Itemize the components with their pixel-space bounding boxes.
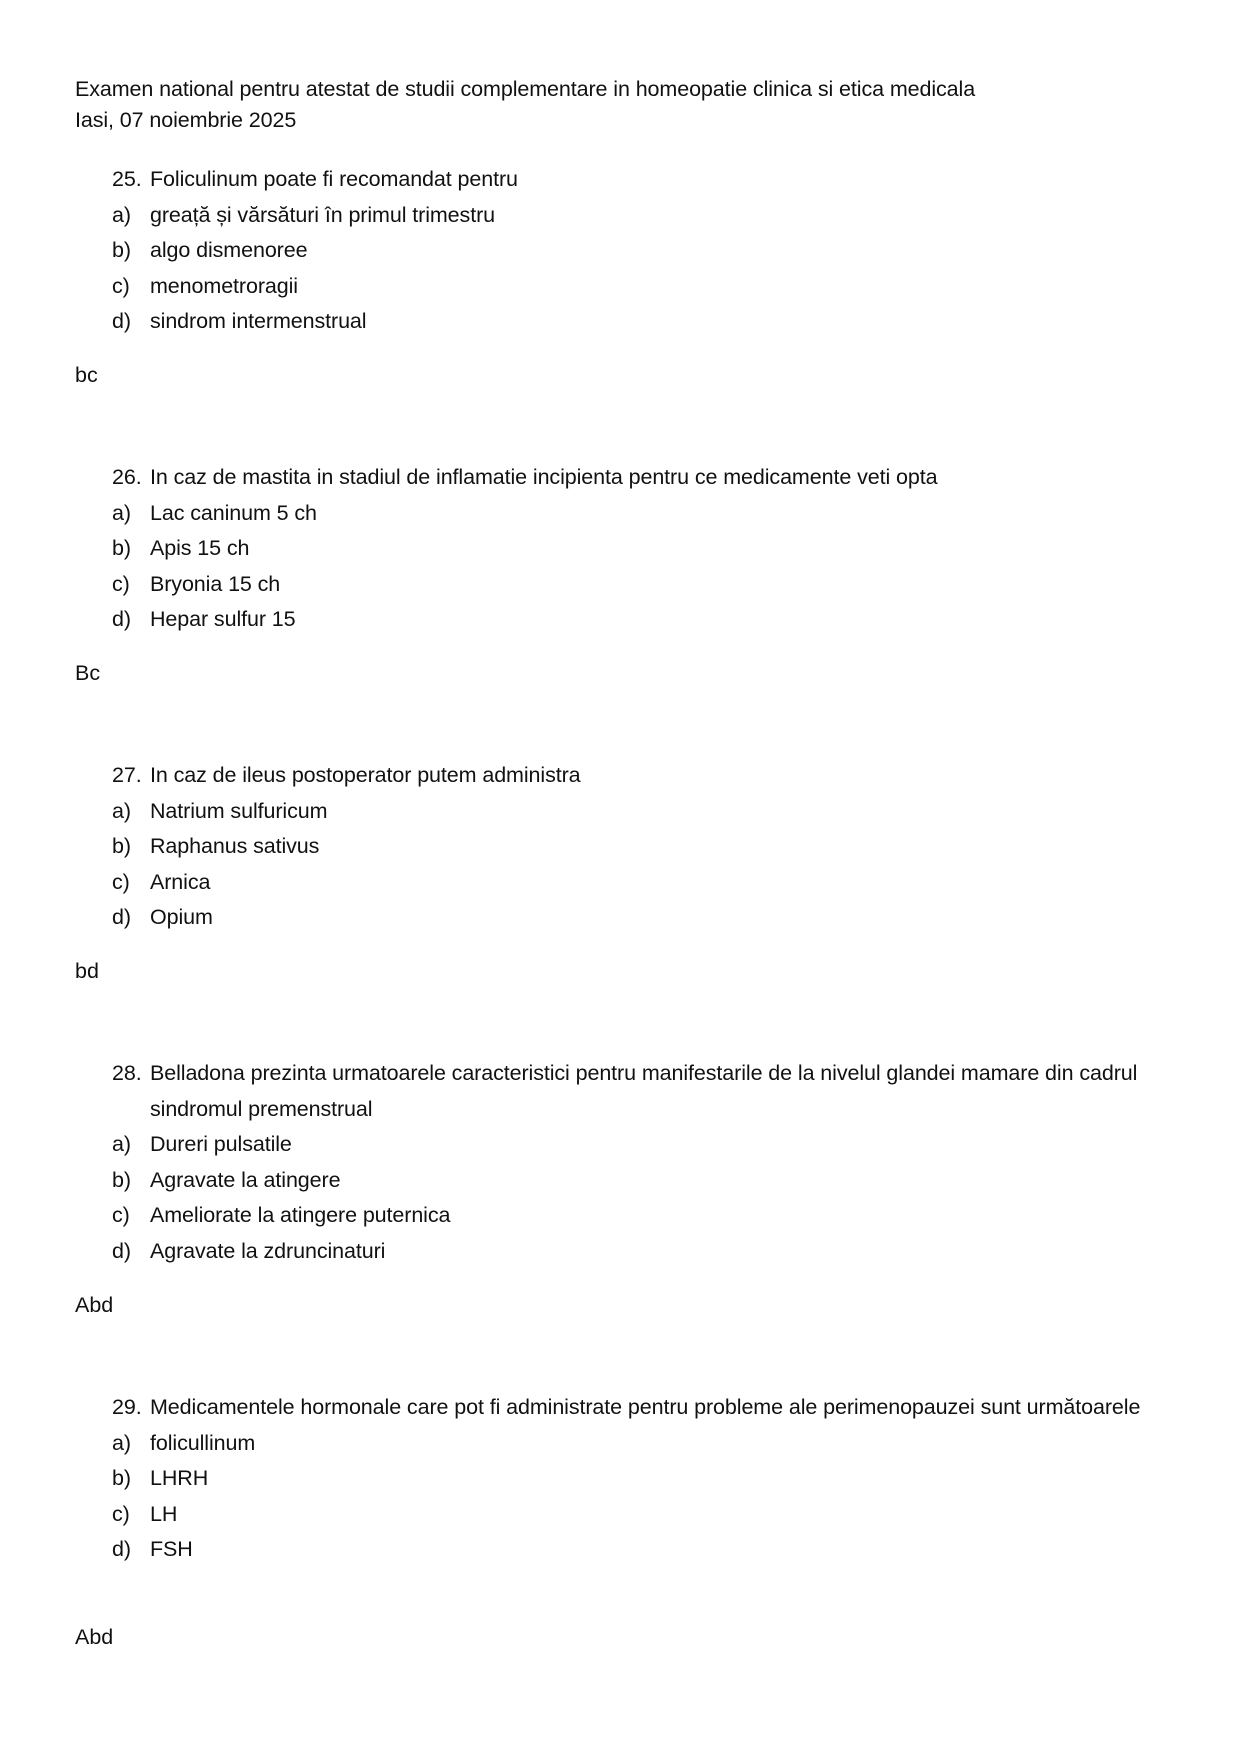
question-27 xyxy=(112,758,1172,936)
option-d xyxy=(112,1532,1172,1568)
option-text: Arnica xyxy=(150,869,211,894)
option-d xyxy=(112,304,1172,340)
option-letter: d) xyxy=(112,1238,131,1263)
option-letter: d) xyxy=(112,309,131,333)
option-letter: c) xyxy=(112,1501,130,1526)
question-number: 27. xyxy=(112,763,142,787)
question-26 xyxy=(112,460,1172,638)
question-stem xyxy=(112,758,1172,794)
option-text: FSH xyxy=(150,1537,193,1561)
question-text: Foliculinum poate fi recomandat pentru xyxy=(150,167,518,191)
question-number: 29. xyxy=(112,1395,142,1419)
option-text: Agravate la zdruncinaturi xyxy=(150,1238,386,1263)
option-letter: c) xyxy=(112,571,130,596)
option-c xyxy=(112,1497,1172,1533)
option-letter: c) xyxy=(112,869,130,894)
question-25 xyxy=(112,162,1172,340)
option-text: LH xyxy=(150,1501,178,1526)
question-28 xyxy=(112,1056,1172,1269)
question-stem xyxy=(112,162,1172,198)
option-a xyxy=(112,198,1172,234)
option-text: Bryonia 15 ch xyxy=(150,571,281,596)
option-d xyxy=(112,900,1172,936)
option-b xyxy=(112,829,1172,865)
option-letter: c) xyxy=(112,1203,130,1227)
question-stem xyxy=(112,1390,1172,1426)
question-number: 26. xyxy=(112,465,142,489)
option-text: Dureri pulsatile xyxy=(150,1132,292,1156)
option-text: menometroragii xyxy=(150,273,298,298)
answer-27: bd xyxy=(75,959,99,983)
question-text: Belladona prezinta urmatoarele caracteristici pentru manifestarile de la nivelul glandei mamare din cadrul sindromul premenstrual xyxy=(150,1061,1138,1121)
option-b xyxy=(112,1163,1172,1199)
option-text: Apis 15 ch xyxy=(150,536,250,560)
option-letter: b) xyxy=(112,1167,131,1192)
question-number: 28. xyxy=(112,1061,142,1085)
option-text: sindrom intermenstrual xyxy=(150,309,367,333)
option-text: Ameliorate la atingere puternica xyxy=(150,1203,451,1227)
option-a xyxy=(112,1426,1172,1462)
option-a xyxy=(112,794,1172,830)
option-d xyxy=(112,602,1172,638)
option-d xyxy=(112,1234,1172,1270)
option-letter: d) xyxy=(112,607,131,631)
option-c xyxy=(112,269,1172,305)
question-stem xyxy=(112,1056,1172,1127)
question-stem xyxy=(112,460,1172,496)
option-b xyxy=(112,1461,1172,1497)
answer-28: Abd xyxy=(75,1293,114,1317)
option-letter: b) xyxy=(112,1466,131,1490)
option-b xyxy=(112,233,1172,269)
exam-title: Examen national pentru atestat de studii complementare in homeopatie clinica si etica medicala xyxy=(75,77,976,101)
question-text: In caz de mastita in stadiul de inflamatie incipienta pentru ce medicamente veti opta xyxy=(150,465,938,489)
option-letter: a) xyxy=(112,1430,131,1455)
question-text: In caz de ileus postoperator putem administra xyxy=(150,763,581,787)
answer-29: Abd xyxy=(75,1625,114,1649)
question-text: Medicamentele hormonale care pot fi administrate pentru probleme ale perimenopauzei sunt următoarele xyxy=(150,1395,1141,1419)
question-29 xyxy=(112,1390,1172,1568)
answer-25: bc xyxy=(75,363,98,387)
document-header xyxy=(75,74,975,136)
question-number: 25. xyxy=(112,167,142,191)
option-text: greață și vărsături în primul trimestru xyxy=(150,202,495,227)
option-text: Natrium sulfuricum xyxy=(150,798,328,823)
exam-location-date: Iasi, 07 noiembrie 2025 xyxy=(75,108,297,132)
option-text: algo dismenoree xyxy=(150,238,308,262)
option-letter: b) xyxy=(112,238,131,262)
option-letter: a) xyxy=(112,798,131,823)
option-text: Raphanus sativus xyxy=(150,834,320,858)
option-text: folicullinum xyxy=(150,1430,256,1455)
option-c xyxy=(112,567,1172,603)
option-letter: b) xyxy=(112,536,131,560)
option-a xyxy=(112,1127,1172,1163)
option-text: LHRH xyxy=(150,1466,209,1490)
option-text: Hepar sulfur 15 xyxy=(150,607,296,631)
option-c xyxy=(112,865,1172,901)
option-letter: d) xyxy=(112,1537,131,1561)
option-letter: d) xyxy=(112,905,131,929)
option-letter: a) xyxy=(112,500,131,525)
option-letter: a) xyxy=(112,1132,131,1156)
option-a xyxy=(112,496,1172,532)
option-letter: c) xyxy=(112,273,130,298)
option-b xyxy=(112,531,1172,567)
option-text: Agravate la atingere xyxy=(150,1167,341,1192)
answer-26: Bc xyxy=(75,661,101,685)
option-text: Lac caninum 5 ch xyxy=(150,500,317,525)
option-c xyxy=(112,1198,1172,1234)
option-letter: a) xyxy=(112,202,131,227)
option-letter: b) xyxy=(112,834,131,858)
option-text: Opium xyxy=(150,905,213,929)
